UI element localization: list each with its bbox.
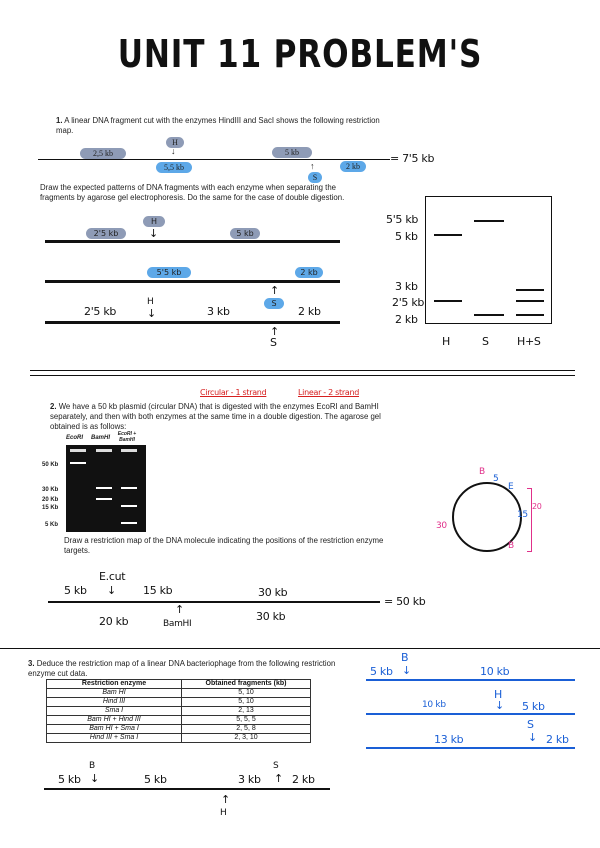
gel-well <box>121 449 137 452</box>
problem-1-number: 1. <box>56 116 63 125</box>
problem-3-text: Deduce the restriction map of a linear DNA bacteriophage from the following restriction enzyme cut data. <box>28 659 336 678</box>
fragment-label: 2 kb <box>546 733 569 746</box>
circular-note: Circular - 1 strand <box>200 388 267 397</box>
fragment-label: 2 kb <box>340 161 366 172</box>
fragment-label: 20 <box>532 502 542 511</box>
fragment-label: 5 kb <box>64 584 87 597</box>
saci-site-label: S <box>264 298 284 309</box>
up-arrow-icon: ↑ <box>270 284 279 297</box>
table-row <box>47 725 311 734</box>
table-cell: 2, 13 <box>182 707 311 716</box>
table-row <box>47 707 311 716</box>
bamhi-site-label: B <box>508 541 514 551</box>
table-header: Restriction enzyme <box>47 680 182 689</box>
problem-1-statement <box>56 116 396 136</box>
down-arrow-icon: ↓ <box>402 664 411 677</box>
gel-size-label: 5 kb <box>395 230 418 243</box>
saci-site-label: S <box>308 172 322 183</box>
up-arrow-icon: ↑ <box>270 325 279 338</box>
gel-lane-label: S <box>482 335 489 348</box>
gel-band <box>121 522 137 524</box>
table-cell: 5, 5, 5 <box>182 716 311 725</box>
gel-band <box>516 314 544 316</box>
gel-band <box>121 505 137 507</box>
table-cell: Hind III + Sma I <box>47 734 182 743</box>
dna-line <box>48 601 380 603</box>
dna-line <box>45 321 340 324</box>
bracket <box>527 488 532 552</box>
gel-size-label: 5'5 kb <box>386 213 419 226</box>
gel-size-label: 20 Kb <box>42 497 59 503</box>
fragment-label: 3 kb <box>238 773 261 786</box>
gel-band <box>474 314 504 316</box>
gel-size-label: 3 kb <box>395 280 418 293</box>
fragment-label: 5 kb <box>144 773 167 786</box>
problem-1-instruction: Draw the expected patterns of DNA fragments with each enzyme when separating the fragments by agarose gel electrophoresis. Do the same for the case of double digestion. <box>40 183 345 202</box>
fragment-label: 2 kb <box>292 773 315 786</box>
up-arrow-icon: ↑ <box>310 161 315 171</box>
gel-band <box>516 300 544 302</box>
gel-band <box>96 498 112 500</box>
gel-lane-label: H <box>442 335 450 348</box>
fragment-label: 13 kb <box>434 733 464 746</box>
dna-line <box>44 788 330 790</box>
dna-line <box>366 713 575 715</box>
hindiii-site-label: H <box>166 137 184 148</box>
gel-band <box>96 487 112 489</box>
fragment-label: 2'5 kb <box>86 228 126 239</box>
fragment-label: 5 kb <box>522 700 545 713</box>
gel-size-label: 2 kb <box>395 313 418 326</box>
bamhi-site-label: B <box>401 651 409 664</box>
fragment-label: 5 kb <box>230 228 260 239</box>
problem-3-number: 3. <box>28 659 35 668</box>
fragment-label: 5 kb <box>272 147 312 158</box>
table-cell: 5, 10 <box>182 689 311 698</box>
up-arrow-icon: ↑ <box>274 772 283 785</box>
fragment-label: 30 kb <box>256 610 286 623</box>
problem-2-text: We have a 50 kb plasmid (circular DNA) that is digested with the enzymes EcoRI and BamHI separately, and then with both enzymes at the same time in a double digestion. The agarose gel obtained is as follows: <box>50 402 381 431</box>
gel-well <box>96 449 112 452</box>
gel-lane-label: H+S <box>517 335 541 348</box>
bamhi-site-label: BamHI <box>163 619 192 629</box>
fragment-label: 2 kb <box>298 305 321 318</box>
dna-line <box>45 240 340 243</box>
table-cell: 2, 5, 8 <box>182 725 311 734</box>
fragment-label: 15 <box>517 510 528 520</box>
table-cell: Hind III <box>47 698 182 707</box>
dna-line <box>366 747 575 749</box>
table-cell: 2, 3, 10 <box>182 734 311 743</box>
table-cell: Sma I <box>47 707 182 716</box>
down-arrow-icon: ↓ <box>107 584 116 597</box>
gel-band <box>434 234 462 236</box>
divider <box>30 375 575 376</box>
problem-1-text: A linear DNA fragment cut with the enzymes HindIII and SacI shows the following restriction map. <box>56 116 380 135</box>
table-cell: Bam HI + Sma I <box>47 725 182 734</box>
gel-band <box>70 462 86 464</box>
total-length: = 7'5 kb <box>390 152 435 165</box>
gel-size-label: 5 Kb <box>45 522 59 528</box>
fragment-label: 5 <box>493 474 499 484</box>
down-arrow-icon: ↓ <box>528 731 537 744</box>
dna-line <box>38 159 390 160</box>
fragment-label: 15 kb <box>143 584 173 597</box>
smai-site-label: S <box>527 718 534 731</box>
gel-band <box>434 300 462 302</box>
total-length: = 50 kb <box>384 595 426 608</box>
problem-2-number: 2. <box>50 402 57 411</box>
gel-size-label: 2'5 kb <box>392 296 425 309</box>
gel-size-label: 30 Kb <box>42 487 59 493</box>
up-arrow-icon: ↑ <box>221 793 230 806</box>
down-arrow-icon: ↓ <box>149 227 158 240</box>
table-cell: 5, 10 <box>182 698 311 707</box>
hindiii-site-label: H <box>220 808 227 818</box>
dna-line <box>366 679 575 681</box>
table-cell: Bam HI <box>47 689 182 698</box>
fragment-label: 2'5 kb <box>84 305 117 318</box>
fragment-label: 10 kb <box>480 665 510 678</box>
gel-lane-label: EcoRI <box>66 435 84 441</box>
ecori-site-label: E.cut <box>99 570 126 583</box>
bamhi-site-label: B <box>89 761 95 771</box>
hindiii-site-label: H <box>147 297 154 307</box>
table-cell: Bam HI + Hind III <box>47 716 182 725</box>
page-title: UNIT 11 PROBLEM'S <box>117 32 483 76</box>
fragment-label: 5,5 kb <box>156 162 192 173</box>
down-arrow-icon: ↓ <box>90 772 99 785</box>
gel-size-label: 15 Kb <box>42 505 59 511</box>
hindiii-site-label: H <box>494 688 502 701</box>
fragment-label: 10 kb <box>422 700 446 710</box>
hindiii-site-label: H <box>143 216 165 227</box>
up-arrow-icon: ↑ <box>175 603 184 616</box>
gel-box <box>425 196 552 324</box>
table-row <box>47 734 311 743</box>
bamhi-site-label: B <box>479 467 485 477</box>
problem-2-statement <box>50 402 390 432</box>
fragment-label: 20 kb <box>99 615 129 628</box>
dna-line <box>45 280 340 283</box>
gel-band <box>474 220 504 222</box>
smai-site-label: S <box>273 761 279 771</box>
fragment-label: 3 kb <box>207 305 230 318</box>
fragment-label: 2 kb <box>295 267 323 278</box>
linear-note: Linear - 2 strand <box>298 388 360 397</box>
enzyme-table-wrapper <box>46 679 311 743</box>
table-row <box>47 698 311 707</box>
gel-band <box>516 289 544 291</box>
gel-lane-label: EcoRI + BamHI <box>117 431 137 443</box>
gel-band <box>121 487 137 489</box>
divider <box>30 370 575 371</box>
table-header-row <box>47 680 311 689</box>
fragment-label: 5'5 kb <box>147 267 191 278</box>
down-arrow-icon: ↓ <box>171 146 176 156</box>
gel-well <box>70 449 86 452</box>
fragment-label: 5 kb <box>370 665 393 678</box>
problem-3-statement <box>28 659 338 679</box>
saci-site-label: S <box>270 336 277 349</box>
down-arrow-icon: ↓ <box>147 307 156 320</box>
fragment-label: 30 kb <box>258 586 288 599</box>
fragment-label: 2,5 kb <box>80 148 126 159</box>
enzyme-table <box>46 679 311 743</box>
table-row <box>47 716 311 725</box>
problem-2-instruction: Draw a restriction map of the DNA molecule indicating the positions of the restriction enzyme targets. <box>64 536 384 555</box>
gel-lane-label: BamHI <box>91 435 111 441</box>
table-row <box>47 689 311 698</box>
divider <box>0 648 600 649</box>
gel-size-label: 50 Kb <box>42 462 59 468</box>
ecori-site-label: E <box>508 482 514 492</box>
gel-photo <box>66 445 146 532</box>
down-arrow-icon: ↓ <box>495 699 504 712</box>
fragment-label: 30 <box>436 521 447 531</box>
table-header: Obtained fragments (kb) <box>182 680 311 689</box>
fragment-label: 5 kb <box>58 773 81 786</box>
